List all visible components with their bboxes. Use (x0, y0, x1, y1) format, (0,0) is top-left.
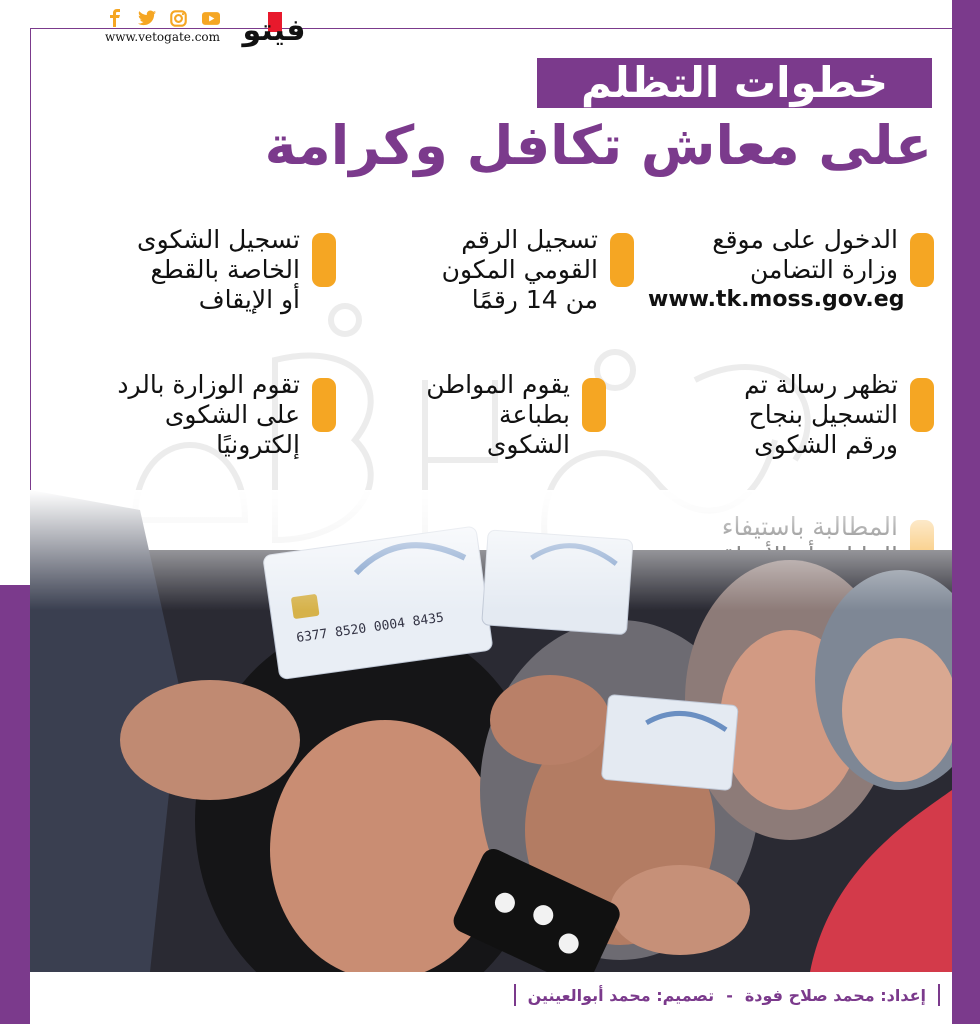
step-visit-website (648, 225, 905, 315)
brand-text: فيتو (242, 13, 306, 48)
step-text: تقوم الوزارة بالرد على الشكوى إلكترونيًا (117, 370, 300, 459)
step-text: الدخول على موقع وزارة التضامن (712, 225, 898, 284)
left-accent-block (0, 585, 30, 1024)
step-marker (582, 378, 606, 432)
step-marker (312, 233, 336, 287)
step-text: يقوم المواطن بطباعة الشكوى (426, 370, 570, 459)
site-url[interactable]: www.vetogate.com (105, 30, 221, 44)
social-links (105, 8, 220, 44)
photo-women-holding-cards (30, 490, 952, 972)
credits (514, 984, 940, 1006)
ministry-url[interactable]: www.tk.moss.gov.eg (648, 287, 905, 312)
step-text: تظهر رسالة تم التسجيل بنجاح ورقم الشكوى (744, 370, 898, 459)
brand-logo (228, 8, 320, 48)
right-accent-bar (952, 0, 980, 1024)
step-marker (910, 233, 934, 287)
step-marker (610, 233, 634, 287)
step-text: تسجيل الشكوى الخاصة بالقطع أو الإيقاف (137, 225, 300, 314)
step-text: تسجيل الرقم القومي المكون من 14 رقمًا (441, 225, 598, 314)
prepared-by: إعداد: محمد صلاح فودة (744, 985, 926, 1005)
designed-by: تصميم: محمد أبوالعينين (527, 985, 715, 1005)
facebook-icon[interactable] (106, 9, 124, 27)
step-success-message (648, 370, 898, 460)
twitter-icon[interactable] (138, 9, 156, 27)
footer-separator (938, 984, 940, 1006)
step-marker (312, 378, 336, 432)
step-national-id (368, 225, 598, 315)
header (105, 8, 320, 46)
step-print-complaint (370, 370, 570, 460)
instagram-icon[interactable] (170, 9, 188, 27)
step-ministry-reply (60, 370, 300, 460)
sub-title: على معاش تكافل وكرامة (264, 114, 932, 177)
step-marker (910, 378, 934, 432)
credits-dash: - (726, 985, 733, 1005)
youtube-icon[interactable] (202, 9, 220, 27)
step-register-complaint (70, 225, 300, 315)
main-title: خطوات التظلم (537, 58, 932, 108)
footer-separator (514, 984, 516, 1006)
